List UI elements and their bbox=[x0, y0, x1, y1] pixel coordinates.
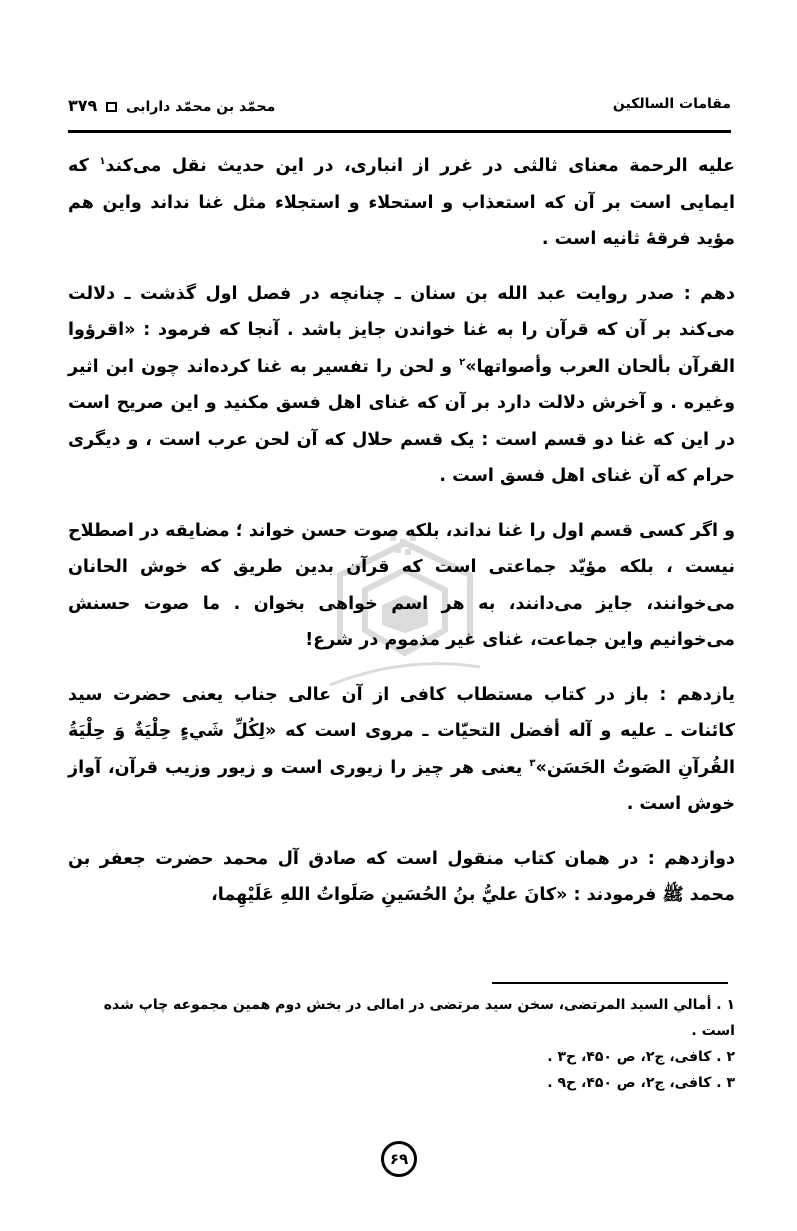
footnote-ref[interactable]: ۳ bbox=[529, 757, 536, 769]
running-title: مقامات السالکین bbox=[612, 96, 731, 112]
paragraph-text: و لحن را تفسیر به غنا کرده‌اند چون ابن اثیر وغیره . و آخرش دلالت دارد بر آن که غنای اهل فسق مکنید و این صریح است در این که غنا دو قسم است : یک قسم حلال که آن لحن عرب است ، و دیگری حرام که آن غنای اهل فسق است . bbox=[68, 356, 735, 486]
author-name: محمّد بن محمّد دارابی bbox=[126, 99, 276, 115]
paragraph-text: یعنی هر چیز را زیوری است و زیور وزیب قرآن، آواز خوش است . bbox=[68, 757, 735, 814]
footnote-item: ۳ . کافی، ج۲، ص ۴۵۰، ح۹ . bbox=[547, 1075, 735, 1091]
footnote-ref[interactable]: ۱ bbox=[99, 156, 106, 168]
paragraph-text: و اگر کسی قسم اول را غنا نداند، بلکه صوت حسن خواند ؛ مضایقه در اصطلاح نیست ، بلکه مؤیّد جماعتی است که قرآن بدین طریق که خوش الحانان می‌خوانند، جایز می‌دانند، به هر اسم خواهی بخوان . ما صوت حسنش می‌خوانیم واین جماعت، غنای غیر مذموم در شرع! bbox=[68, 520, 735, 650]
footnote-item: ۲ . کافی، ج۲، ص ۴۵۰، ح۳ . bbox=[547, 1049, 735, 1065]
footnote-ref[interactable]: ۲ bbox=[459, 356, 466, 368]
header-rule bbox=[68, 130, 731, 133]
page-number: ۶۹ bbox=[381, 1141, 417, 1177]
paragraph-text: یازدهم : باز در کتاب مستطاب کافی از آن عالی جناب یعنی حضرت سید کائنات ـ علیه و آله أفضل التحیّات ـ مروی است که «لِکُلِّ شَيءٍ حِلْیَةٌ وَ حِلْیَةُ القُرآنِ الصَوتُ الحَسَن» bbox=[68, 684, 735, 778]
paragraph bbox=[68, 677, 735, 823]
footnotes bbox=[68, 992, 735, 1096]
paragraph-text: دهم : صدر روایت عبد الله بن سنان ـ چنانچه در فصل اول گذشت ـ دلالت می‌کند بر آن که قرآن را به غنا خواندن جایز باشد . آنجا که فرمود : «اقرؤوا القرآن بألحان العرب وأصواتها» bbox=[68, 283, 735, 377]
main-text bbox=[68, 148, 735, 932]
footnote-separator bbox=[492, 982, 728, 984]
footnote-item: ۱ . أمالي السید المرتضی، سخن سید مرتضی در امالی در بخش دوم همین مجموعه چاپ شده است . bbox=[103, 997, 735, 1039]
author-page-marker bbox=[68, 96, 275, 115]
paragraph bbox=[68, 841, 735, 914]
original-page-number: ۳۷۹ bbox=[68, 96, 98, 115]
page-header bbox=[68, 96, 731, 124]
paragraph bbox=[68, 148, 735, 258]
paragraph-text: دوازدهم : در همان کتاب منقول است که صادق آل محمد حضرت جعفر بن محمد ﷺ فرمودند : «کانَ عليُّ بنُ الحُسَینِ صَلَواتُ اللهِ عَلَیْهِما، bbox=[68, 848, 735, 905]
paragraph-text: علیه الرحمة معنای ثالثی در غرر از انباری، در این حدیث نقل می‌کند bbox=[105, 156, 735, 176]
paragraph bbox=[68, 513, 735, 659]
paragraph bbox=[68, 276, 735, 495]
square-ornament-icon bbox=[106, 102, 117, 112]
paragraph-text: که ایمایی است بر آن که استعذاب و استحلاء و استجلاء مثل غنا نداند واین هم مؤید فرقهٔ ثانیه است . bbox=[68, 156, 735, 249]
